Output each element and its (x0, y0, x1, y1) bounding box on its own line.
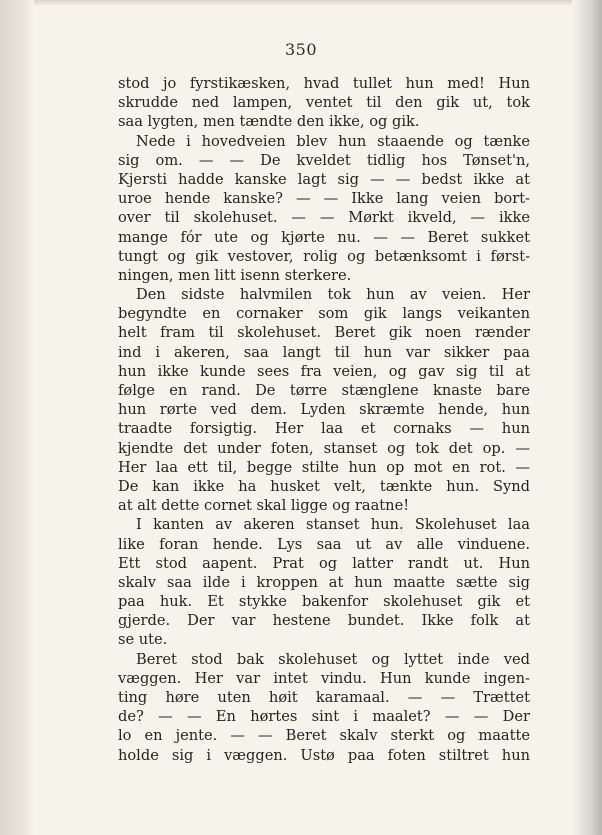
body-text (118, 74, 530, 765)
text-line: I kanten av akeren stanset hun. Skolehuset laa (136, 516, 530, 534)
text-line: holde sig i væggen. Ustø paa foten stiltret hun (118, 746, 530, 764)
text-line: Den sidste halvmilen tok hun av veien. Her (136, 286, 530, 304)
text-line: Beret stod bak skolehuset og lyttet inde ved (136, 650, 530, 668)
text-line: helt fram til skolehuset. Beret gik noen rænder (118, 324, 530, 342)
page-left-edge (0, 0, 34, 835)
text-line: stod jo fyrstikæsken, hvad tullet hun med! Hun (118, 75, 530, 92)
text-line: hun rørte ved dem. Lyden skræmte hende, hun (118, 401, 530, 419)
text-line: ind i akeren, saa langt til hun var sikker paa (118, 343, 530, 361)
text-line: skrudde ned lampen, ventet til den gik ut, tok (118, 94, 530, 112)
text-line: de? — — En hørtes sint i maalet? — — Der (118, 708, 530, 726)
text-line: Ett stod aapent. Prat og latter randt ut. Hun (118, 554, 530, 572)
text-line: væggen. Her var intet vindu. Hun kunde ingen- (118, 669, 530, 687)
text-line: begyndte en cornaker som gik langs veikanten (118, 305, 530, 323)
text-line: paa huk. Et stykke bakenfor skolehuset gik et (118, 593, 530, 611)
text-line: kjendte det under foten, stanset og tok det op. — (118, 439, 530, 457)
text-line: hun ikke kunde sees fra veien, og gav sig til at (118, 362, 530, 380)
text-line: uroe hende kanske? — — Ikke lang veien bort- (118, 190, 530, 208)
text-line: Her laa ett til, begge stilte hun op mot en rot. — (118, 458, 530, 476)
text-line: Kjersti hadde kanske lagt sig — — bedst ikke at (118, 170, 530, 188)
text-line: ningen, men litt isenn sterkere. (118, 266, 352, 284)
text-line: følge en rand. De tørre stænglene knaste bare (118, 382, 530, 399)
text-line: lo en jente. — — Beret skalv sterkt og maatte (118, 727, 530, 745)
text-line: ting høre uten høit karamaal. — — Trættet (118, 689, 530, 706)
page-right-edge (572, 0, 602, 835)
text-line: Nede i hovedveien blev hun staaende og tænke (136, 132, 530, 150)
text-line: like foran hende. Lys saa ut av alle vinduene. (118, 535, 530, 553)
text-line: sig om. — — De kveldet tidlig hos Tønset'n, (118, 151, 530, 169)
text-line: saa lygten, men tændte den ikke, og gik. (118, 113, 420, 131)
text-line: se ute. (118, 631, 168, 649)
text-line: traadte forsigtig. Her laa et cornaks — hun (118, 420, 530, 438)
page-number: 350 (284, 40, 318, 59)
text-line: tungt og gik vestover, rolig og betænksomt i først- (118, 247, 530, 265)
page-top-edge (0, 0, 602, 6)
text-line: at alt dette cornet skal ligge og raatne! (118, 497, 410, 515)
text-line: over til skolehuset. — — Mørkt ikveld, — ikke (118, 209, 530, 227)
text-line: De kan ikke ha husket velt, tænkte hun. Synd (118, 477, 530, 495)
text-line: gjerde. Der var hestene bundet. Ikke folk at (118, 612, 530, 630)
text-line: skalv saa ilde i kroppen at hun maatte sætte sig (118, 573, 530, 591)
text-line: mange fór ute og kjørte nu. — — Beret sukket (118, 228, 530, 246)
